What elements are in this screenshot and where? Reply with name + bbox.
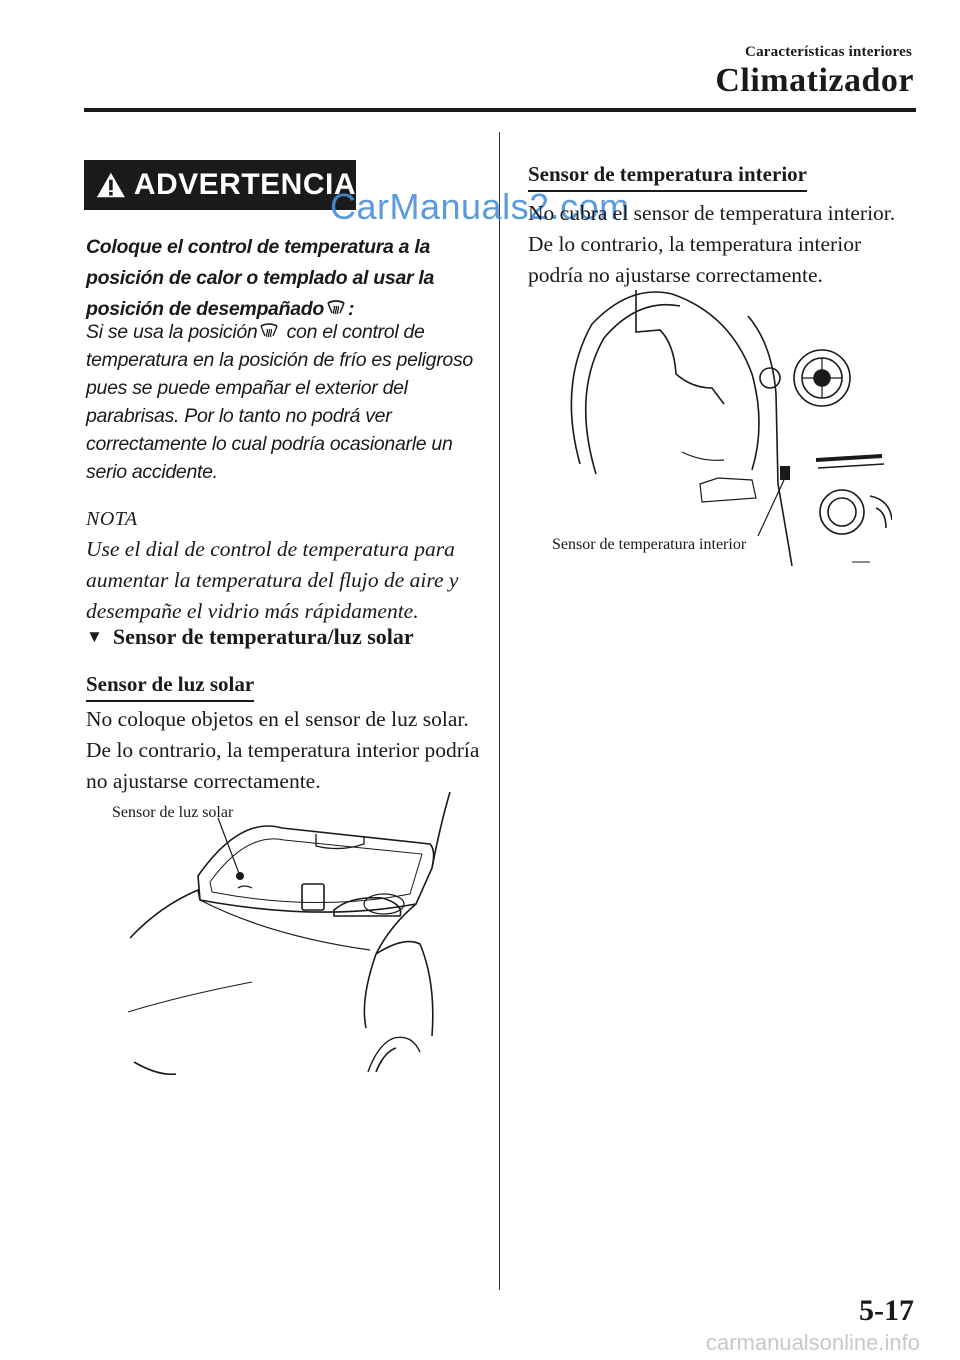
warning-badge (84, 160, 356, 210)
defog-icon (259, 322, 279, 340)
warning-heading (86, 232, 486, 325)
solar-sensor-figure-label: Sensor de luz solar (112, 804, 234, 821)
interior-sensor-figure-label: Sensor de temperatura interior (552, 536, 747, 553)
warning-body-start: Si se usa la posición (86, 321, 258, 343)
warning-heading-text: Coloque el control de temperatura a la posición de calor o templado al usar la posición de desempañado (86, 236, 435, 320)
warning-body (86, 318, 486, 486)
note-title: NOTA (86, 508, 138, 530)
warning-badge-label: ADVERTENCIA (133, 168, 356, 201)
interior-sensor-heading: Sensor de temperatura interior (528, 162, 807, 192)
header-chapter-title: Climatizador (715, 62, 914, 99)
header-divider (84, 108, 916, 112)
interior-sensor-text: No cubra el sensor de temperatura interior. De lo contrario, la temperatura interior podría no ajustarse correctamente. (528, 201, 896, 287)
section-heading (86, 624, 414, 650)
section-marker-icon: ▼ (86, 627, 103, 646)
watermark-text[interactable]: CarManuals2.com (330, 186, 630, 227)
column-divider (499, 132, 500, 1290)
solar-sensor-text: No coloque objetos en el sensor de luz solar. De lo contrario, la temperatura interior podría no ajustarse correctamente. (86, 707, 480, 793)
windshield-illustration (120, 786, 460, 1076)
header-section-title: Características interiores (745, 44, 912, 60)
solar-sensor-heading: Sensor de luz solar (86, 672, 254, 702)
page-number: 5-17 (859, 1294, 914, 1327)
warning-triangle-icon (96, 170, 126, 200)
section-title: Sensor de temperatura/luz solar (112, 624, 414, 649)
warning-body-end: con el control de temperatura en la posición de frío es peligroso pues se puede empañar el exterior del parabrisas. Por lo tanto no podrá ver correctamente lo cual podría ocasionarle un serio accidente. (86, 321, 473, 483)
site-watermark[interactable]: carmanualsonline.info (705, 1330, 920, 1355)
dashboard-illustration (552, 284, 892, 566)
warning-heading-colon: : (347, 298, 355, 320)
defog-icon (326, 299, 346, 317)
note-text: Use el dial de control de temperatura para aumentar la temperatura del flujo de aire y desempañe el vidrio más rápidamente. (86, 537, 459, 623)
